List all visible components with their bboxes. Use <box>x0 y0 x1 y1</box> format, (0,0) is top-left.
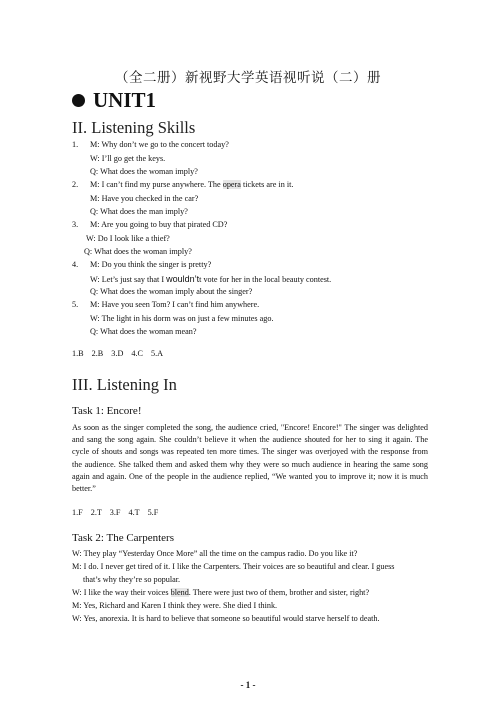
item-line: Q: What does the woman imply? <box>84 247 192 256</box>
item-line: Q: What does the woman imply? <box>90 167 198 176</box>
dialogue-line <box>72 588 369 597</box>
page-number: - 1 - <box>240 680 256 690</box>
section-heading-listening-skills: II. Listening Skills <box>72 118 196 137</box>
section-heading-listening-in: III. Listening In <box>72 375 177 394</box>
answer-key: 1.B 2.B 3.D 4.C 5.A <box>72 349 164 358</box>
dialogue-line: M: I do. I never get tired of it. I like the Carpenters. Their voices are so beautiful and clear. I guess <box>72 562 395 571</box>
dialogue-line: M: Yes, Richard and Karen I think they were. She died I think. <box>72 601 278 610</box>
list-item <box>72 300 259 309</box>
item-line: M: I can’t find my purse anywhere. The <box>90 180 223 189</box>
task-heading: Task 1: Encore! <box>72 405 142 417</box>
item-number: 3. <box>72 220 79 229</box>
item-line: M: Do you think the singer is pretty? <box>90 260 212 269</box>
item-line: wouldn’t <box>166 274 200 284</box>
item-number: 2. <box>72 180 79 189</box>
list-item <box>72 220 227 229</box>
unit-label: UNIT1 <box>93 88 157 112</box>
item-number: 5. <box>72 300 79 309</box>
item-line <box>90 274 331 284</box>
dialogue-line-part: . There were just two of them, brother and sister, right? <box>188 588 370 597</box>
item-line: W: The light in his dorm was on just a few minutes ago. <box>90 314 274 323</box>
task-heading: Task 2: The Carpenters <box>72 532 174 544</box>
item-number: 1. <box>72 140 79 149</box>
item-line: tickets are in it. <box>240 180 294 189</box>
dialogue-line: W: Yes, anorexia. It is hard to believe that someone so beautiful would starve herself to death. <box>72 614 380 623</box>
item-line: M: Have you checked in the car? <box>90 194 199 203</box>
item-line: W: Let’s just say that I <box>90 275 167 284</box>
item-line: Q: What does the woman imply about the singer? <box>90 287 253 296</box>
dialogue-line: W: They play “Yesterday Once More” all the time on the campus radio. Do you like it? <box>72 549 358 558</box>
dialogue-line: that’s why they’re so popular. <box>83 575 181 584</box>
item-line: W: Do I look like a thief? <box>86 234 170 243</box>
item-line: t vote for her in the local beauty contest. <box>199 275 332 284</box>
highlighted-word: opera <box>222 180 241 189</box>
task-passage: As soon as the singer completed the song, the audience cried, "Encore! Encore!" The singer was delighted and sang the song again. She couldn’t believe it when the audience shouted for her to sing it again. The cycle of shouts and songs was repeated ten more times. The singer was overjoyed with the response from the audience. She talked them and asked them why they were so much audience in hearing the same song again and again. One of the people in the audience replied, “We wanted you to improve it; now it is much better.” <box>72 423 428 494</box>
item-line: Q: What does the man imply? <box>90 207 188 216</box>
document-title: （全二册）新视野大学英语视听说（二）册 <box>115 70 381 86</box>
list-item <box>72 180 293 189</box>
item-line: M: Why don’t we go to the concert today? <box>90 140 229 149</box>
list-item <box>72 260 211 269</box>
list-item <box>72 140 229 149</box>
item-line: Q: What does the woman mean? <box>90 327 197 336</box>
answer-key: 1.F 2.T 3.F 4.T 5.F <box>72 508 159 517</box>
item-line: M: Have you seen Tom? I can’t find him anywhere. <box>90 300 260 309</box>
bullet-icon <box>72 94 85 107</box>
highlighted-word: blend <box>170 588 189 597</box>
item-number: 4. <box>72 260 79 269</box>
dialogue-line-part: W: I like the way their voices <box>72 588 171 597</box>
item-line: W: I’ll go get the keys. <box>90 154 166 163</box>
unit-heading <box>72 88 156 113</box>
item-line: M: Are you going to buy that pirated CD? <box>90 220 228 229</box>
